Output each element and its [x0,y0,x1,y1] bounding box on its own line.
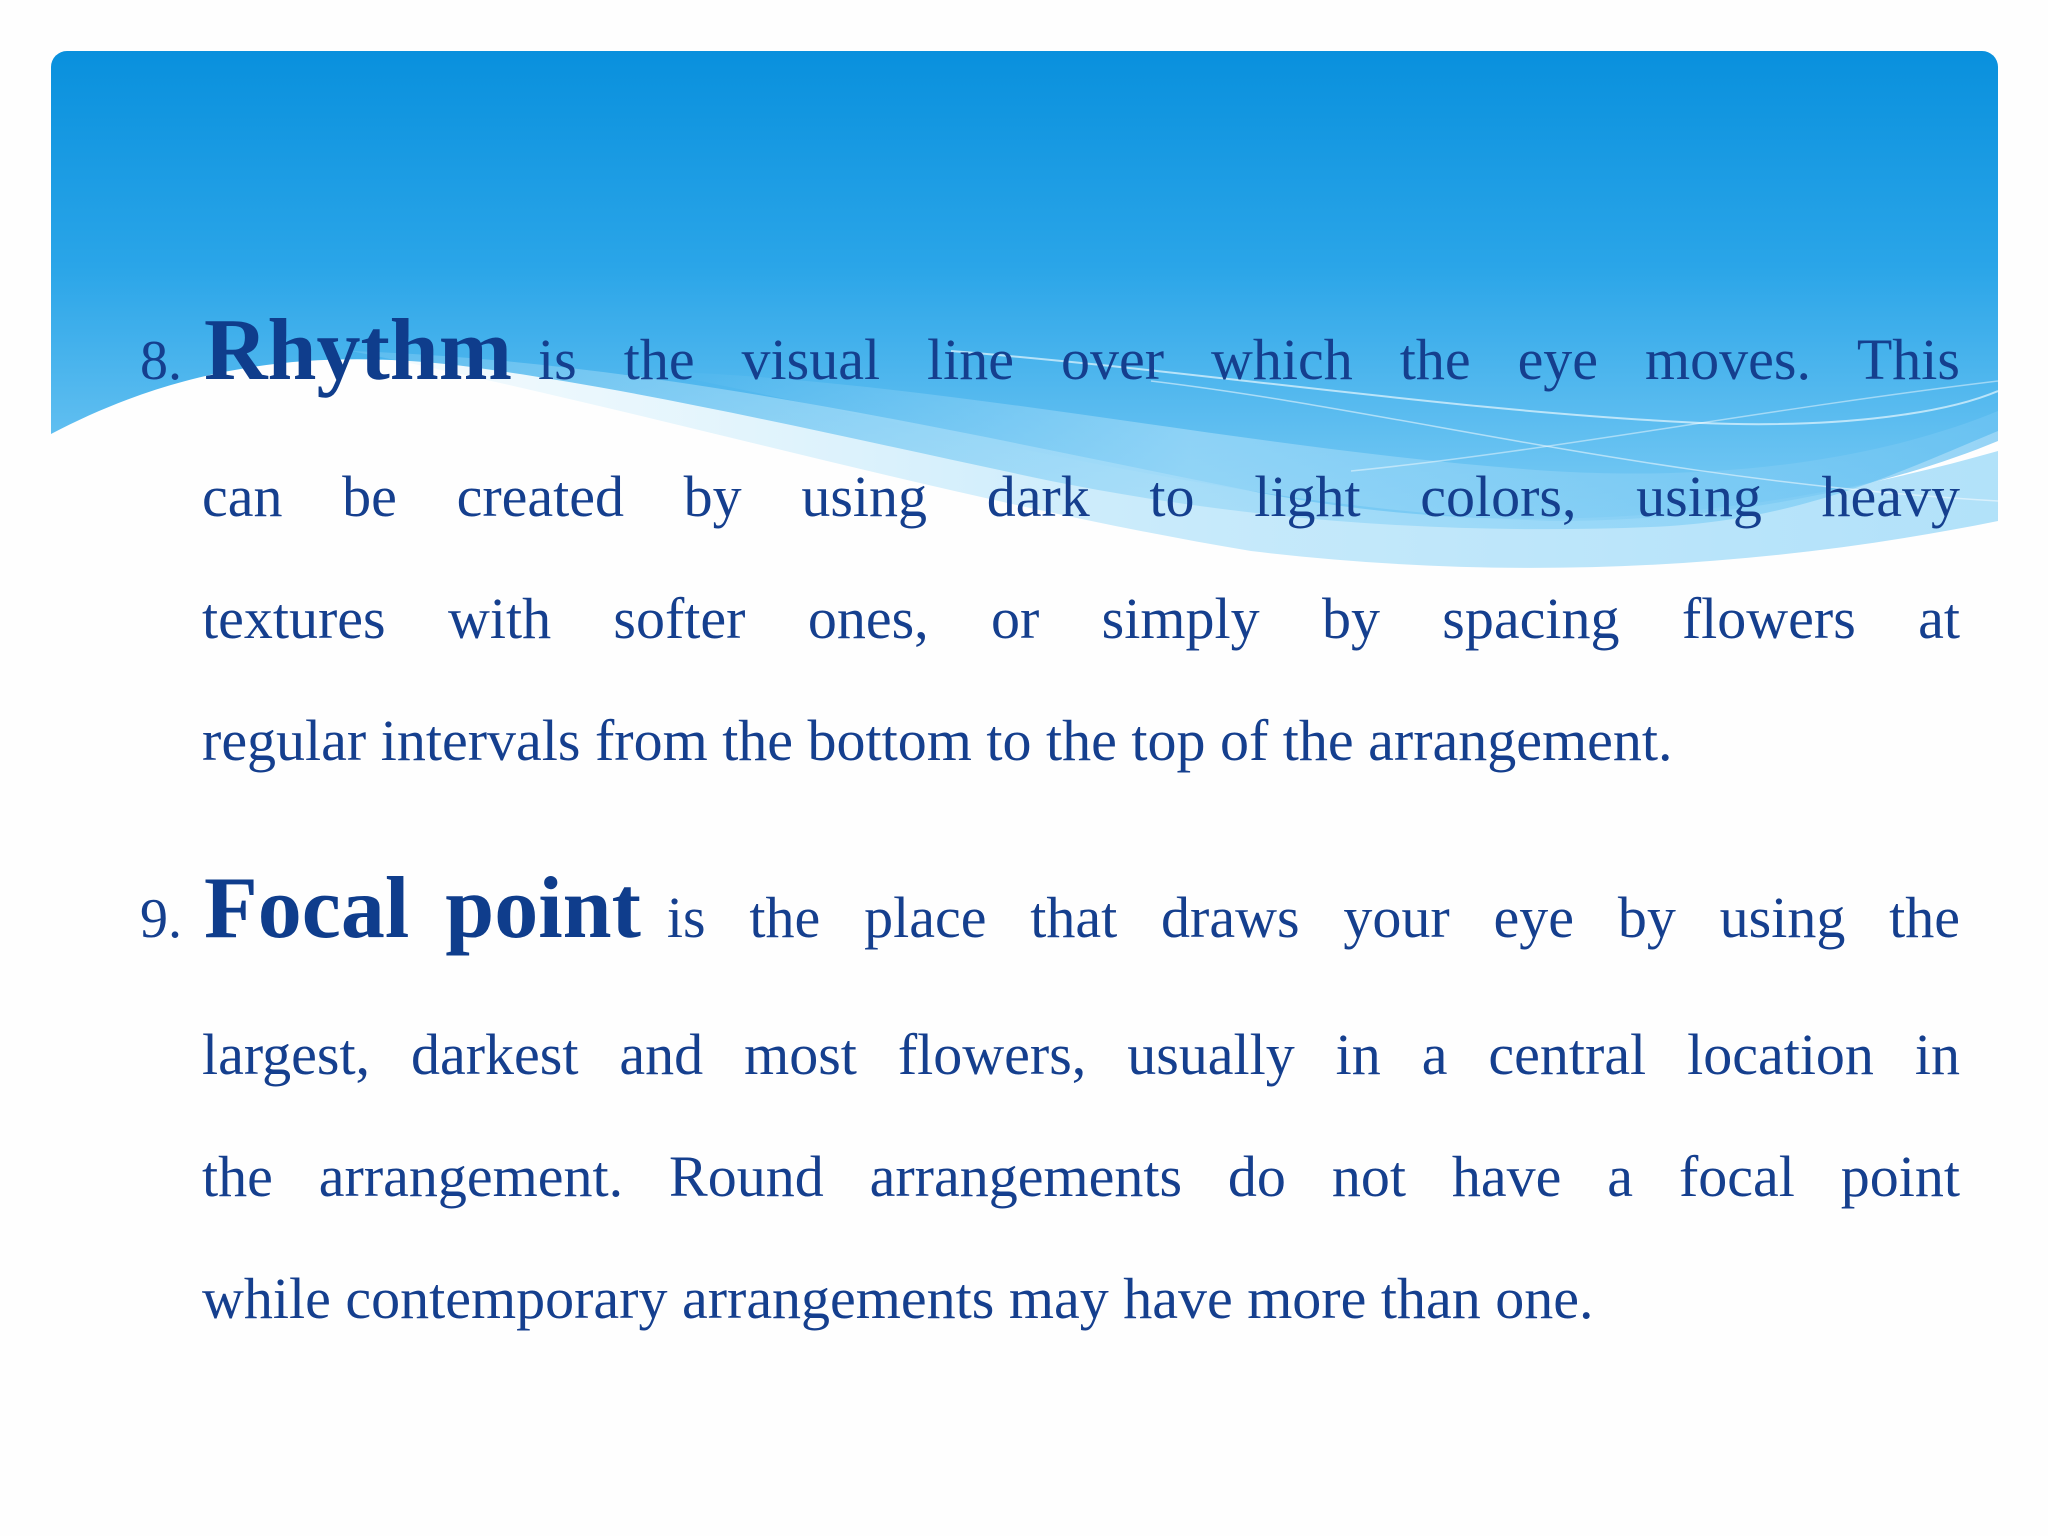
item-term: Rhythm [204,302,513,399]
item-term: Focal point [204,860,641,957]
item-number: 9. [140,888,182,950]
item-text-line: regular intervals from the bottom to the top of the arrangement. [202,708,1673,773]
item-first-line [140,858,1960,958]
item-text: is the visual line over which the eye moves. This [538,327,1960,392]
item-text-line: the arrangement. Round arrangements do not have a focal point [202,1144,1960,1209]
item-text: is the place that draws your eye by using the [666,885,1960,950]
item-text-line: while contemporary arrangements may have more than one. [202,1266,1594,1331]
item-first-line [140,300,1960,400]
item-number: 8. [140,330,182,392]
item-text-line: textures with softer ones, or simply by spacing flowers at [202,586,1960,651]
item-text-line: can be created by using dark to light colors, using heavy [202,464,1960,529]
item-text-line: largest, darkest and most flowers, usually in a central location in [202,1022,1960,1087]
